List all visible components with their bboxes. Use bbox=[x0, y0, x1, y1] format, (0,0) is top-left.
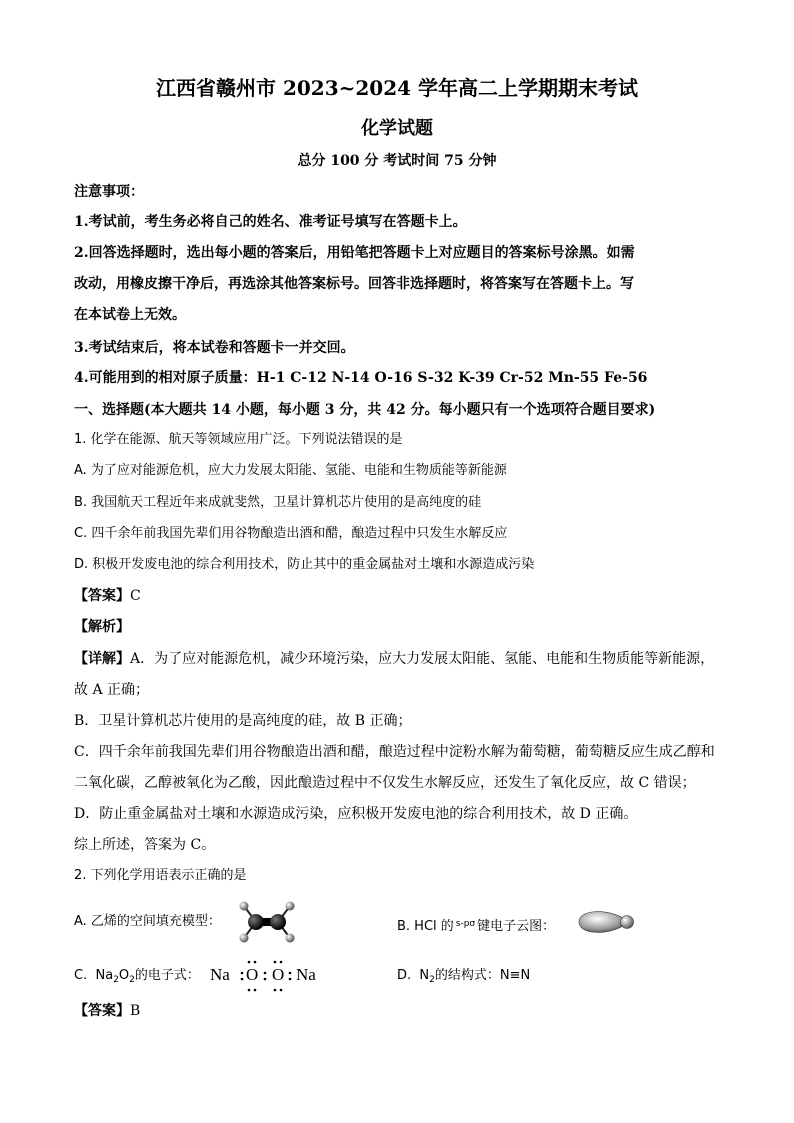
dot-na-right: Na bbox=[296, 965, 316, 984]
electron-dots-icon bbox=[210, 958, 330, 994]
answer-tag: 【答案】 bbox=[74, 588, 130, 604]
dot-o-left: O bbox=[246, 965, 259, 984]
notice-heading: 注意事项： bbox=[74, 184, 144, 200]
notice-item-4: 4.可能用到的相对原子质量：H-1 C-12 N-14 O-16 S-32 K-39 Cr-52 Mn-55 Fe-56 bbox=[74, 370, 648, 386]
formula-sub-2b: 2 bbox=[129, 975, 135, 985]
q2-option-c bbox=[74, 966, 200, 990]
q1-detail-b: B．卫星计算机芯片使用的是高纯度的硅，故 B 正确； bbox=[74, 713, 412, 729]
option-c-suffix: 的电子式： bbox=[134, 968, 200, 983]
q1-option-d: D. 积极开发废电池的综合利用技术，防止其中的重金属盐对土壤和水源造成污染 bbox=[74, 557, 535, 572]
na2o2-electron-dot-formula bbox=[210, 958, 330, 994]
notice-item-2-line-2: 改动，用橡皮擦干净后，再选涂其他答案标号。回答非选择题时，将答案写在答题卡上。写 bbox=[74, 276, 634, 292]
q1-summary: 综上所述，答案为 C。 bbox=[74, 837, 216, 853]
exam-subtitle: 化学试题 bbox=[361, 118, 433, 139]
q1-option-a: A. 为了应对能源危机，应大力发展太阳能、氢能、电能和生物质能等新能源 bbox=[74, 463, 507, 478]
option-b-sp-sigma: s-pσ bbox=[455, 919, 476, 929]
q2-answer bbox=[74, 1001, 140, 1021]
formula-sub-2a: 2 bbox=[113, 975, 119, 985]
formula-n: N bbox=[419, 968, 430, 983]
answer-value: C bbox=[130, 588, 141, 604]
formula-na: Na bbox=[95, 968, 114, 983]
q1-detail-a-line-1 bbox=[74, 649, 714, 669]
notice-item-1: 1.考试前，考生务必将自己的姓名、准考证号填写在答题卡上。 bbox=[74, 214, 467, 230]
q1-option-c: C. 四千余年前我国先辈们用谷物酿造出酒和醋，酿造过程中只发生水解反应 bbox=[74, 526, 508, 541]
detail-a-text: A．为了应对能源危机，减少环境污染，应大力发展太阳能、氢能、电能和生物质能等新能源， bbox=[130, 651, 715, 667]
option-d-suffix: 的结构式：N≡N bbox=[434, 968, 531, 983]
option-b-suffix: 键电子云图： bbox=[477, 919, 556, 934]
notice-item-3: 3.考试结束后，将本试卷和答题卡一并交回。 bbox=[74, 340, 355, 356]
ethylene-space-filling-model-icon bbox=[232, 898, 302, 946]
exam-info: 总分 100 分 考试时间 75 分钟 bbox=[297, 153, 497, 169]
q1-detail-c-line-1: C．四千余年前我国先辈们用谷物酿造出酒和醋，酿造过程中淀粉水解为葡萄糖，葡萄糖反应生成乙醇和 bbox=[74, 744, 715, 760]
answer-tag: 【答案】 bbox=[74, 1003, 130, 1019]
exam-title: 江西省赣州市 2023~2024 学年高二上学期期末考试 bbox=[155, 76, 638, 100]
q1-detail-d: D．防止重金属盐对土壤和水源造成污染，应积极开发废电池的综合利用技术，故 D 正确。 bbox=[74, 806, 638, 822]
q2-stem: 2. 下列化学用语表示正确的是 bbox=[74, 868, 247, 883]
answer-value: B bbox=[130, 1003, 141, 1019]
q1-analysis-tag: 【解析】 bbox=[74, 619, 130, 635]
section-1-heading: 一、选择题(本大题共 14 小题，每小题 3 分，共 42 分。每小题只有一个选项符合题目要求) bbox=[74, 402, 656, 418]
notice-item-2-line-1: 2.回答选择题时，选出每小题的答案后，用铅笔把答题卡上对应题目的答案标号涂黑。如需 bbox=[74, 245, 635, 261]
s-p-sigma-electron-cloud-icon bbox=[575, 906, 637, 938]
q1-detail-a-line-2: 故 A 正确； bbox=[74, 682, 150, 698]
option-c-prefix: C. bbox=[74, 968, 88, 983]
dot-o-right: O bbox=[272, 965, 285, 984]
q1-option-b: B. 我国航天工程近年来成就斐然，卫星计算机芯片使用的是高纯度的硅 bbox=[74, 495, 482, 510]
q2-option-b bbox=[397, 914, 555, 937]
notice-item-2-line-3: 在本试卷上无效。 bbox=[74, 307, 186, 323]
q2-option-d bbox=[397, 966, 530, 990]
formula-o: O bbox=[118, 968, 130, 983]
dot-na-left: Na bbox=[210, 965, 230, 984]
option-d-prefix: D. bbox=[397, 968, 412, 983]
option-b-prefix: B. HCl 的 bbox=[397, 919, 454, 934]
detail-tag: 【详解】 bbox=[74, 651, 130, 667]
q1-stem: 1. 化学在能源、航天等领域应用广泛。下列说法错误的是 bbox=[74, 432, 403, 447]
formula-n-sub: 2 bbox=[429, 975, 435, 985]
q2-option-a: A. 乙烯的空间填充模型： bbox=[74, 914, 221, 929]
q1-answer bbox=[74, 586, 141, 606]
q1-detail-c-line-2: 二氧化碳，乙醇被氧化为乙酸，因此酿造过程中不仅发生水解反应，还发生了氧化反应，故 C 错误； bbox=[74, 775, 696, 791]
